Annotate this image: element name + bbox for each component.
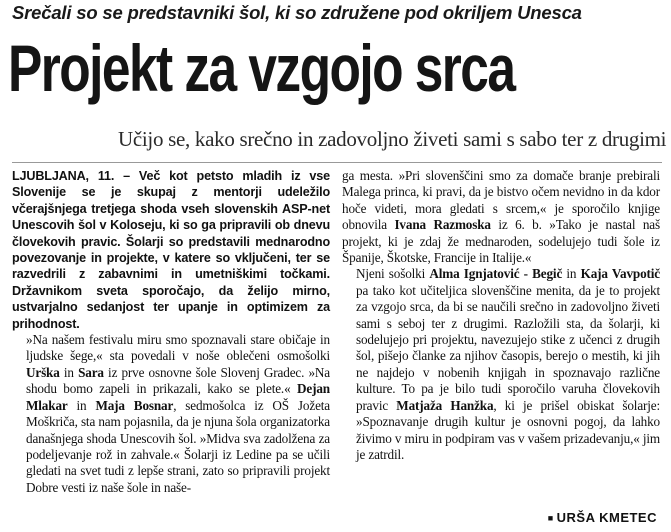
- text-run: ga mesta. »Pri slovenščini smo za domače branje prebirali Malega princa, ki pravi, da je bistvo očem nevidno in da kdor hoče videti, mora gledati s srcem,« je sporočilo knjige obnovila: [342, 168, 660, 233]
- person-name: Ivana Razmoska: [394, 217, 491, 233]
- text-run: iz prve osnovne šole Slovenj Gradec. »Na shodu bomo zapeli in prikazali, kako se plete.«: [26, 364, 330, 397]
- text-run: in: [59, 364, 79, 380]
- text-run: , ki je prišel obiskat šolarje: »Spoznavanje drugih kultur je osnovni pogoj, da lahko živimo v miru in podpiram vas v vašem prizadevanju,« jim je zatrdil.: [356, 397, 660, 462]
- person-name: Kaja Vavpotič: [580, 266, 660, 282]
- person-name: Maja Bosnar: [95, 397, 174, 413]
- text-run: , sedmošolca iz OŠ Jožeta Moškriča, sta nam pojasnila, da je njuna šola organizatorka današnjega shoda Unescovih šol. »Midva sva zadolžena za podeljevanje rož in zahvale.« Šolarji iz Ledine pa se učili gledati na svet tudi z lepše strani, zato so pripravili projekt Dobre vesti iz naše šole in naše-: [26, 397, 330, 495]
- article-author: ■ URŠA KMETEC: [548, 510, 657, 525]
- person-name: Urška: [26, 364, 60, 380]
- article-paragraph: [12, 332, 330, 496]
- text-run: Njeni sošolki: [356, 266, 430, 282]
- header-rule: [12, 162, 662, 163]
- person-name: Alma Ignjatović - Begič: [429, 266, 563, 282]
- person-name: Matjaža Hanžka: [396, 397, 494, 413]
- text-run: in: [562, 266, 581, 282]
- article-subhead: Učijo se, kako srečno in zadovoljno živeti sami s sabo ter z drugimi: [118, 127, 667, 151]
- article-paragraph: [342, 266, 660, 463]
- article-headline: Projekt za vzgojo srca: [8, 31, 515, 105]
- text-run: iz 6. b. »Tako je nastal naš projekt, ki je zdaj že mednaroden, sodelujejo tudi šole iz Španije, Škotske, Francije in Italije.«: [342, 217, 660, 266]
- person-name: Sara: [78, 364, 104, 380]
- right-column: [342, 168, 660, 463]
- text-run: »Na našem festivalu miru smo spoznavali stare običaje in ljudske šege,« sta povedali v noše oblečeni osmošolki: [26, 332, 330, 364]
- left-column: [12, 168, 330, 496]
- text-run: pa tako kot učiteljica slovenščine menita, da je to projekt za vzgojo srca, da bi se naučili srečno in zadovoljno živeti sami s seboj ter z drugimi. Razložili sta, da šolarji, ki sodelujejo pri projektu, navezujejo stike z učenci z drugih šol, pišejo članke za njihov časopis, berejo o mestih, ki jih ne najdejo v nobenih knjigah in spoznavajo različne kulture. To pa je bilo tudi sporočilo varuha človekovih pravic: [356, 282, 660, 413]
- text-run: in: [67, 397, 96, 413]
- article-kicker: Srečali so se predstavniki šol, ki so združene pod okriljem Unesca: [12, 2, 582, 23]
- person-name: Dejan Mlakar: [26, 381, 330, 413]
- article-paragraph: [342, 168, 660, 266]
- article-paragraph: LJUBLJANA, 11. – Več kot petsto mladih iz vse Slovenije se je skupaj z mentorji udeležilo včerajšnjega tretjega shoda vseh slovenskih ASP-net Unescovih šol v Koloseju, ki so ga pripravili ob dnevu človekovih pravic. Šolarji so predstavili mednarodno povezovanje in projekte, v katere so vključeni, ter se razvedrili z zabavnimi in umetniškimi točkami. Državnikom sveta sporočajo, da želijo mirno, ustvarjalno sedanjost ter upanje in optimizem za prihodnost.: [12, 169, 330, 331]
